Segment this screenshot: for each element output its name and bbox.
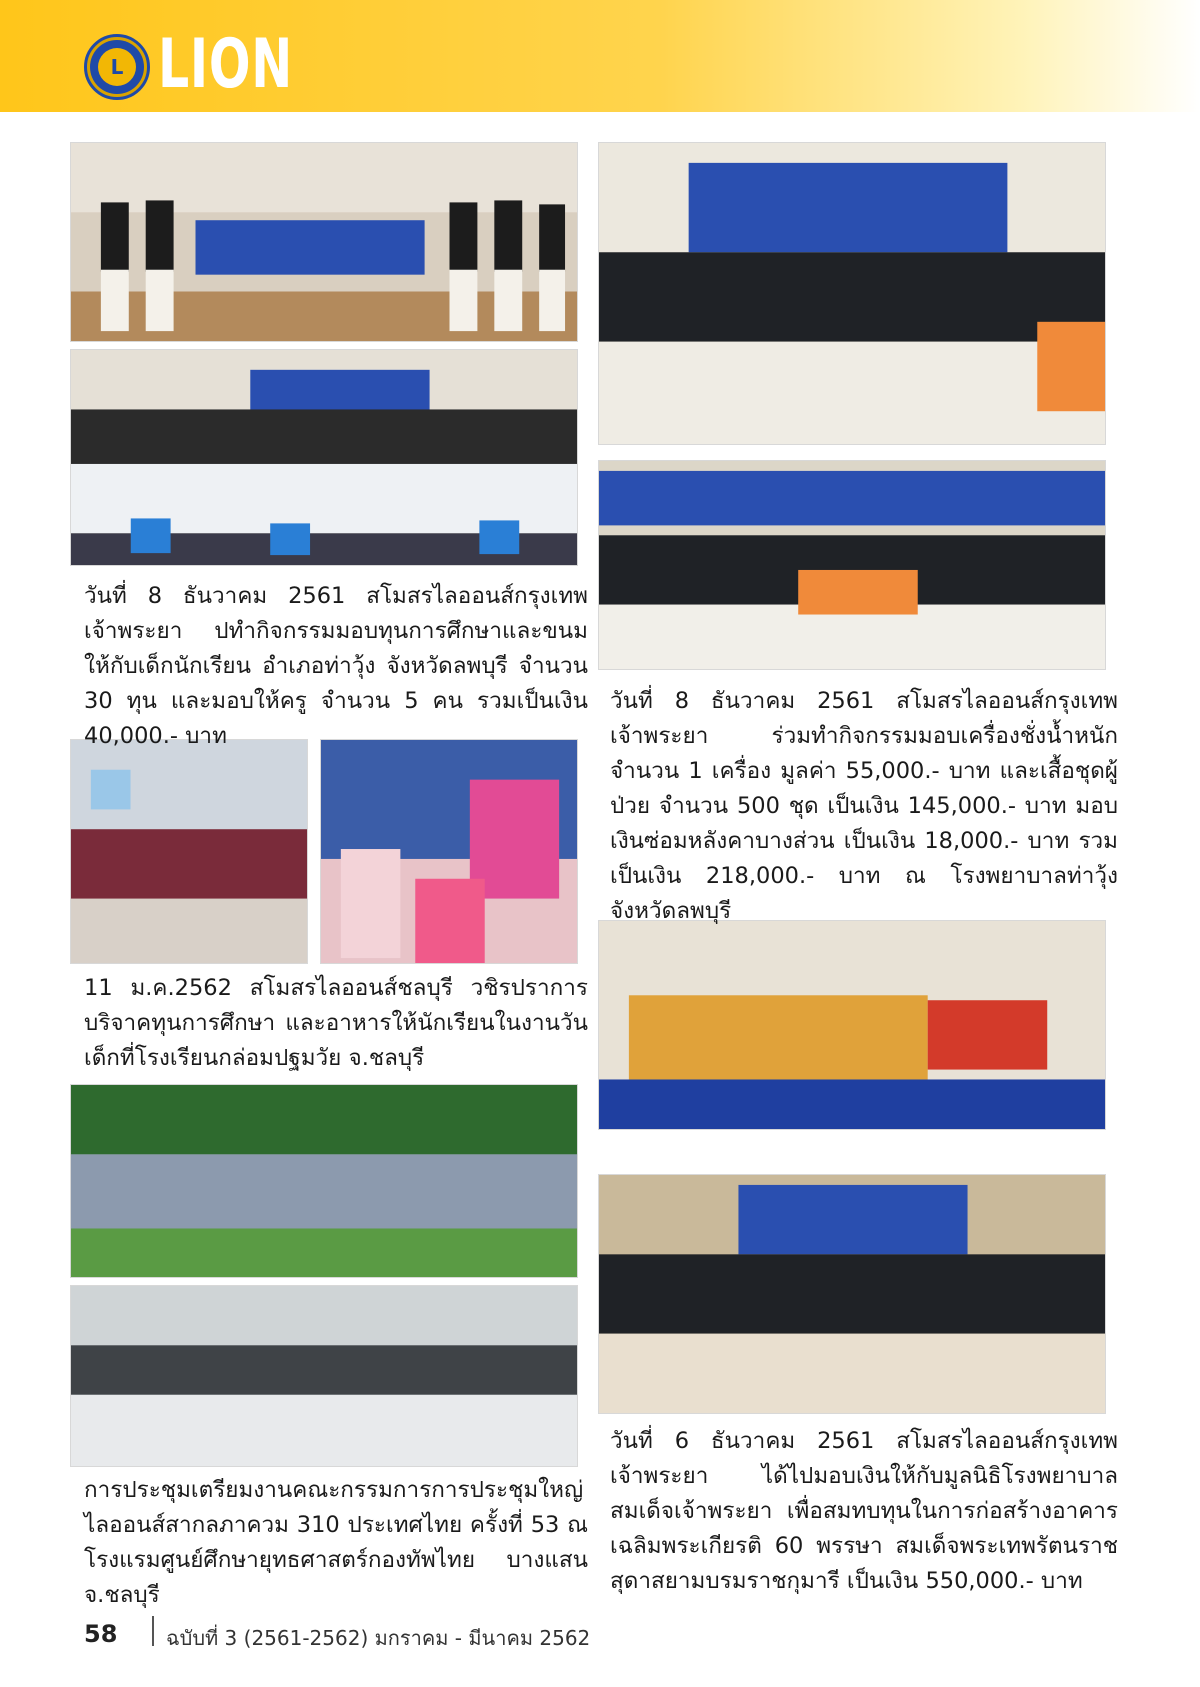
page-number: 58: [84, 1620, 118, 1648]
issue-info: ฉบับที่ 3 (2561-2562) มกราคม - มีนาคม 2562: [166, 1626, 591, 1650]
caption-childrens-day-chonburi: 11 ม.ค.2562 สโมสรไลออนส์ชลบุรี วชิรปราการ บริจาคทุนการศึกษา และอาหารให้นักเรียนในงานวันเด็กที่โรงเรียนกล่อมปฐมวัย จ.ชลบุรี: [84, 975, 588, 1071]
photo-snack-boxes: [598, 920, 1106, 1130]
photo-foundation-donation: [598, 1174, 1106, 1414]
photo-lions-members-garden: [70, 1084, 578, 1278]
caption-committee-meeting: การประชุมเตรียมงานคณะกรรมการการประชุมใหญ่ไลออนส์สากลภาควม 310 ประเทศไทย ครั้งที่ 53 ณ โรงแรมศูนย์ศึกษายุทธศาสตร์กองทัพไทย บางแสน จ.ชลบุรี: [84, 1477, 588, 1608]
lions-logo-icon: [84, 34, 150, 100]
magazine-brand: LION: [158, 25, 293, 104]
photo-children-hall: [70, 739, 308, 964]
photo-hospital-donation-group: [598, 460, 1106, 670]
photo-hospital-scale-donation: [598, 142, 1106, 445]
photo-childrens-day-stage: [320, 739, 578, 964]
caption-foundation-donation: วันที่ 6 ธันวาคม 2561 สโมสรไลออนส์กรุงเทพเจ้าพระยา ได้ไปมอบเงินให้กับมูลนิธิโรงพยาบาลสมเด็จเจ้าพระยา เพื่อสมทบทุนในการก่อสร้างอาคารเฉลิมพระเกียรติ 60 พรรษา สมเด็จพระเทพรัตนราชสุดาสยามบรมราชกุมารี เป็นเงิน 550,000.- บาท: [610, 1428, 1118, 1594]
caption-scholarship-lopburi: วันที่ 8 ธันวาคม 2561 สโมสรไลออนส์กรุงเทพเจ้าพระยา ปทำกิจกรรมมอบทุนการศึกษาและขนมให้กับเด็กนักเรียน อำเภอท่าวุ้ง จังหวัดลพบุรี จำนวน 30 ทุน และมอบให้ครู จำนวน 5 คน รวมเป็นเงิน 40,000.- บาท: [84, 583, 588, 749]
photo-students-group: [70, 349, 578, 566]
photo-donation-banner-group: [70, 142, 578, 342]
svg-text:L: L: [110, 55, 124, 79]
footer-divider: [152, 1616, 154, 1646]
caption-hospital-donation: วันที่ 8 ธันวาคม 2561 สโมสรไลออนส์กรุงเทพเจ้าพระยา ร่วมทำกิจกรรมมอบเครื่องชั่งน้ำหนัก จำนวน 1 เครื่อง มูลค่า 55,000.- บาท และเสื้อชุดผู้ป่วย จำนวน 500 ชุด เป็นเงิน 145,000.- บาท มอบเงินซ่อมหลังคาบางส่วน เป็นเงิน 18,000.- บาท รวมเป็นเงิน 218,000.- บาท ณ โรงพยาบาลท่าวุ้ง จังหวัดลพบุรี: [610, 688, 1118, 924]
photo-committee-meeting: [70, 1285, 578, 1467]
